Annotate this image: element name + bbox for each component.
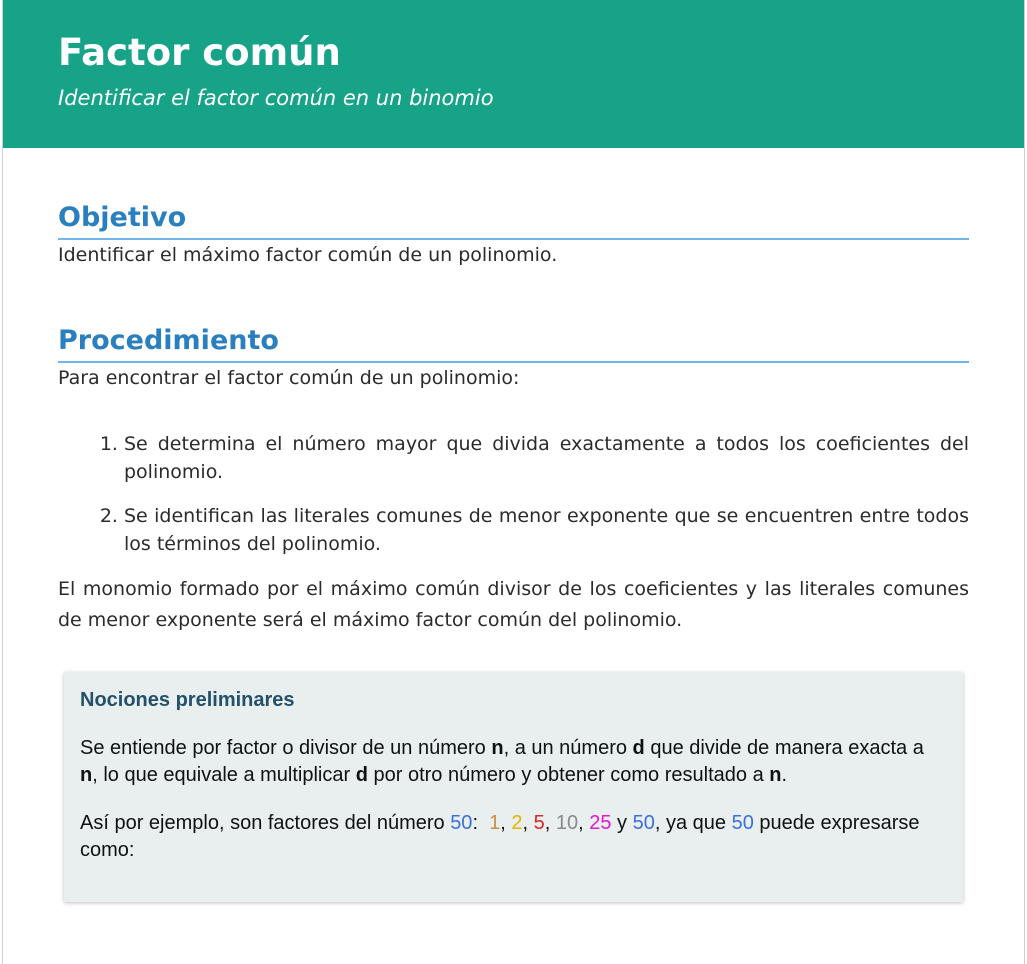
number-50: 50 xyxy=(731,812,754,834)
var-d: d xyxy=(632,737,645,759)
separator: , xyxy=(578,812,590,834)
objetivo-heading: Objetivo xyxy=(58,200,969,240)
var-n: n xyxy=(491,737,504,759)
steps-list xyxy=(58,430,969,558)
separator: , xyxy=(522,812,534,834)
page-subtitle: Identificar el factor común en un binomio xyxy=(58,86,494,110)
procedimiento-intro: Para encontrar el factor común de un polinomio: xyxy=(58,367,520,389)
nociones-definition xyxy=(80,735,947,789)
text: , ya que xyxy=(654,812,732,834)
text: , lo que equivale a multiplicar xyxy=(92,764,356,786)
text: puede expresarse como: xyxy=(80,812,920,861)
factor-5: 5 xyxy=(533,812,545,834)
factor-25: 25 xyxy=(589,812,612,834)
separator: , xyxy=(500,812,512,834)
nociones-box xyxy=(64,672,963,902)
nociones-title: Nociones preliminares xyxy=(80,689,295,711)
var-n: n xyxy=(80,764,93,786)
procedimiento-heading: Procedimiento xyxy=(58,323,969,363)
separator: , xyxy=(544,812,556,834)
text: y xyxy=(611,812,633,834)
factor-2: 2 xyxy=(511,812,523,834)
factor-1: 1 xyxy=(489,812,501,834)
factor-50: 50 xyxy=(632,812,655,834)
procedimiento-conclusion: El monomio formado por el máximo común divisor de los coeficientes y las literales comunes de menor exponente será el máximo factor común del polinomio. xyxy=(58,578,969,631)
factor-10: 10 xyxy=(555,812,579,834)
text: Se entiende por factor o divisor de un número xyxy=(80,737,492,759)
text: que divide de manera exacta a xyxy=(644,737,924,759)
text: , a un número xyxy=(503,737,633,759)
text: Así por ejemplo, son factores del número xyxy=(80,812,451,834)
objetivo-text: Identificar el máximo factor común de un polinomio. xyxy=(58,244,558,266)
step-item: 2. Se identifican las literales comunes de menor exponente que se encuentren entre todos los términos del polinomio. xyxy=(124,502,969,558)
main-content xyxy=(3,200,1024,902)
text: : xyxy=(472,812,490,834)
var-n: n xyxy=(769,764,782,786)
header-banner xyxy=(3,0,1024,148)
page xyxy=(2,0,1025,964)
number-50: 50 xyxy=(450,812,473,834)
var-d: d xyxy=(355,764,368,786)
page-title: Factor común xyxy=(58,31,341,74)
step-item: 1. Se determina el número mayor que divida exactamente a todos los coeficientes del polinomio. xyxy=(124,430,969,486)
text: . xyxy=(781,764,788,786)
nociones-example xyxy=(80,810,947,864)
text: por otro número y obtener como resultado a xyxy=(367,764,770,786)
